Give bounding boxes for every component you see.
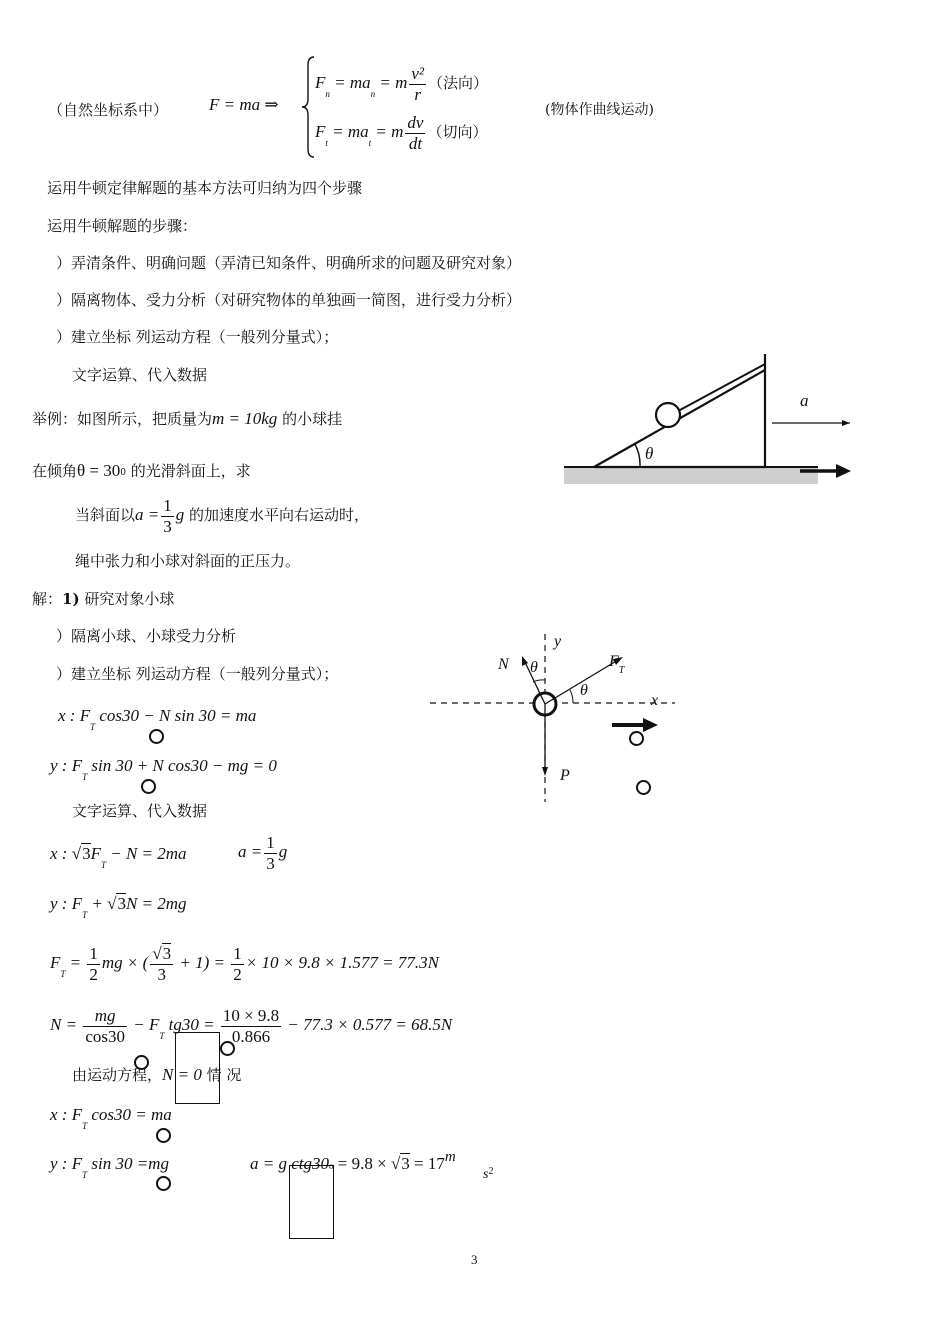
- intro-line-2: 运用牛顿解题的步骤：: [47, 217, 198, 235]
- x-axis-label: x: [651, 692, 659, 709]
- solution-step-4: 由运动方程，N = 0 情 况: [72, 1065, 242, 1084]
- curvilinear-note: (物体作曲线运动): [545, 102, 654, 118]
- accel-label: a: [800, 391, 809, 410]
- eq-normal-result: N = $\frac{mg}{\cos 30}$ − $F_T$ tg30 = $\frac{10 \times 9.8}{0.866}$ − 77.3 × 0.577 = 68.5N: [50, 1006, 453, 1046]
- step-3: ）建立坐标 列运动方程（一般列分量式）；: [56, 328, 339, 346]
- eq-x-substituted: x : $√3F_T - N = 2ma$: [50, 844, 187, 870]
- rope: [680, 364, 765, 410]
- theta-label: θ: [580, 682, 588, 699]
- page-number: 3: [471, 1252, 478, 1267]
- eq-x-zero-normal: x : $F_T$ cos30 = ma: [50, 1105, 172, 1131]
- example-line-2: 在倾角θ = 300 的光滑斜面上，求: [32, 461, 251, 480]
- theta-label: θ: [530, 659, 538, 676]
- accel-given: a = $\frac{1}{3}$ g: [238, 833, 288, 873]
- intro-line-1: 运用牛顿定律解题的基本方法可归纳为四个步骤: [47, 179, 363, 197]
- box-mark: [289, 1165, 334, 1239]
- example-line-1: 举例：如图所示，把质量为m = 10kg 的小球挂: [32, 409, 343, 428]
- natural-coords-label: （自然坐标系中）: [48, 101, 169, 119]
- example-line-4: 绳中张力和小球对斜面的正压力。: [75, 552, 301, 570]
- circle-mark: [149, 729, 164, 744]
- y-axis-label: y: [554, 633, 562, 650]
- unit-denominator: $s^2$: [483, 1166, 494, 1182]
- eq-tension-result: $F_T$ = $\frac{1}{2}$ mg × ( $\frac{√3}{3}$ + 1) = $\frac{1}{2}$ × 10 × 9.8 × 1.577 = 77.3N: [50, 944, 439, 984]
- ground-hatch: [564, 467, 818, 484]
- circle-mark: [220, 1041, 235, 1056]
- tension-label: $F_T$: [609, 653, 625, 676]
- eq-critical-accel: a = g ctg30o = 9.8 × √3 = 17m: [250, 1149, 456, 1173]
- eq-x-component: x : $F_T$ cos30 − N sin 30 = ma: [58, 706, 257, 732]
- force-diagram: [425, 630, 685, 805]
- circle-mark: [629, 731, 644, 746]
- circle-mark: [156, 1128, 171, 1143]
- eq-y-zero-normal: y : $F_T$ sin 30 =mg: [50, 1154, 169, 1180]
- solution-heading: 解：1) 研究对象小球: [32, 590, 175, 608]
- solution-step-1: ）隔离小球、小球受力分析: [56, 627, 237, 645]
- angle-label: θ: [645, 444, 654, 463]
- example-line-3: 当斜面以a = $\frac{1}{3}$ g 的加速度水平向右运动时，: [75, 496, 370, 536]
- step-2: ）隔离物体、受力分析（对研究物体的单独画一简图，进行受力分析）: [56, 291, 522, 309]
- newton-law-vector: F = ma ⇒: [209, 95, 279, 114]
- solution-step-3: 文字运算、代入数据: [72, 802, 208, 820]
- step-4: 文字运算、代入数据: [72, 366, 208, 384]
- angle-arc: [635, 444, 640, 467]
- eq-y-component: y : $F_T$ sin 30 + N cos30 − mg = 0: [50, 756, 277, 782]
- step-1: ）弄清条件、明确问题（弄清已知条件、明确所求的问题及研究对象）: [56, 254, 522, 272]
- ball: [656, 403, 680, 427]
- circle-mark: [156, 1176, 171, 1191]
- incline-figure: [562, 350, 862, 490]
- tangent-component-eq: $F_t = ma_t = m$ $\frac{dv}{dt}$ （切向）: [315, 113, 488, 153]
- solution-step-2: ）建立坐标 列运动方程（一般列分量式）；: [56, 665, 339, 683]
- eq-y-substituted: y : $F_T + √3N = 2mg$: [50, 894, 187, 920]
- gravity-label: P: [560, 767, 570, 784]
- circle-mark: [636, 780, 651, 795]
- circle-mark: [141, 779, 156, 794]
- normal-force-label: N: [498, 656, 509, 673]
- normal-component-eq: $F_n = ma_n = m$ $\frac{\text{v²}}{r}$ （法向）: [315, 64, 489, 104]
